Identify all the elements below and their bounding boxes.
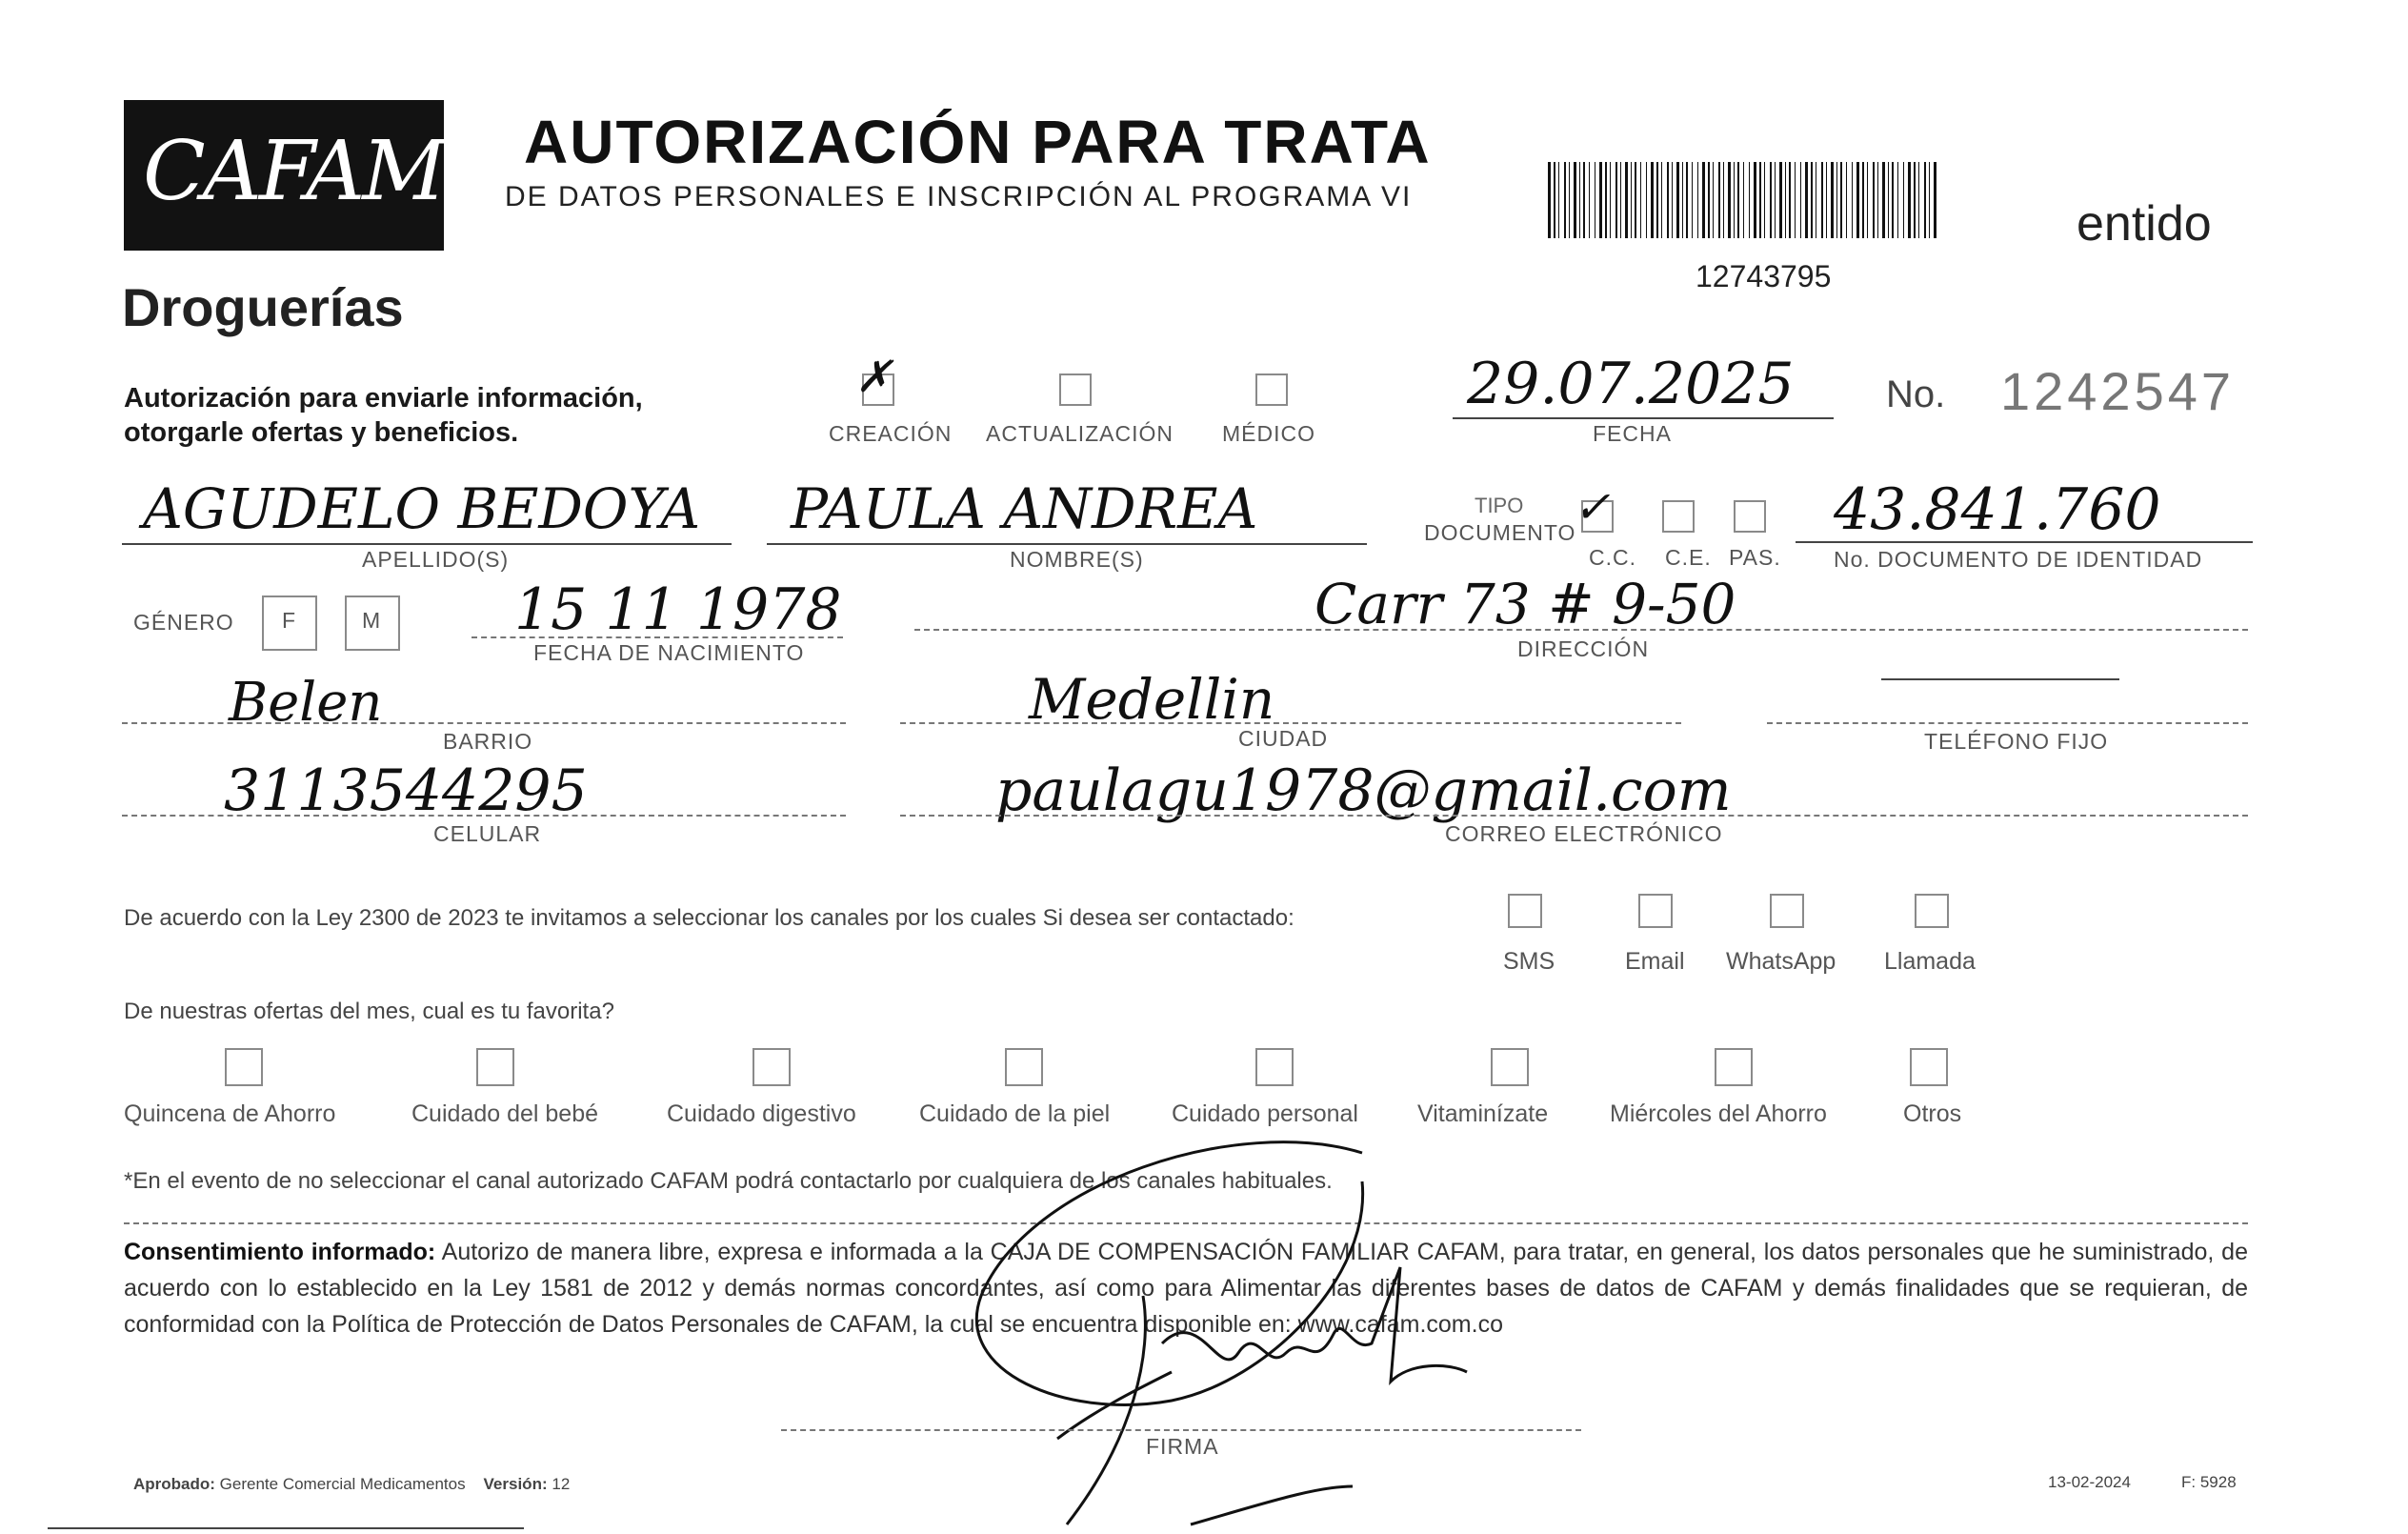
barcode-bar <box>1908 162 1911 238</box>
barcode-bar <box>1759 162 1761 238</box>
barcode-bar <box>1821 162 1823 238</box>
barcode-bar <box>1579 162 1580 238</box>
barcode-bar <box>1583 162 1585 238</box>
barcode <box>1548 162 1938 238</box>
barcode-bar <box>1676 162 1679 238</box>
barcode-bar <box>1625 162 1628 238</box>
barcode-bar <box>1651 162 1654 238</box>
barcode-bar <box>1873 162 1875 238</box>
barcode-bar <box>1713 162 1714 238</box>
barcode-bar <box>1743 162 1744 238</box>
barcode-bar <box>1754 162 1756 238</box>
offer-label-6: Vitaminízate <box>1417 1100 1549 1127</box>
offer-checkbox-1[interactable] <box>225 1048 263 1086</box>
form-subtitle: DE DATOS PERSONALES E INSCRIPCIÓN AL PROGRAMA VI <box>505 181 1413 212</box>
consent-body: Autorizo de manera libre, expresa e informada a la CAJA DE COMPENSACIÓN FAMILIAR CAFAM, para tratar, en general, los datos personales que he suministrado, de acuerdo con lo establecido en la Ley 1581 de 2012 y demás normas concordantes, así como para Alimentar las diferentes bases de datos de CAFAM y demás finalidades que se requieran, de conformidad con la Política de Protección de Datos Personales de CAFAM, la cual se encuentra disponible en: www.cafam.com.co <box>124 1239 2248 1338</box>
barcode-bar <box>1672 162 1673 238</box>
intro-line-1: Autorización para enviarle información, <box>124 383 643 414</box>
whatsapp-label: WhatsApp <box>1726 948 1836 975</box>
celular-value: 3113544295 <box>224 757 588 824</box>
barcode-bar <box>1831 162 1834 238</box>
email-channel-label: Email <box>1625 948 1685 975</box>
barcode-bar <box>1770 162 1772 238</box>
offer-checkbox-8[interactable] <box>1910 1048 1948 1086</box>
barcode-bar <box>1856 162 1859 238</box>
barcode-bar <box>1728 162 1731 238</box>
barcode-bar <box>1702 162 1705 238</box>
barcode-bar <box>1846 162 1847 238</box>
barcode-bar <box>1892 162 1894 238</box>
footer-form-code: F: 5928 <box>2181 1473 2237 1491</box>
nombres-line <box>767 543 1367 545</box>
offer-checkbox-2[interactable] <box>476 1048 514 1086</box>
medico-checkbox[interactable] <box>1255 373 1288 406</box>
fecha-value: 29.07.2025 <box>1467 351 1795 417</box>
barcode-bar <box>1775 162 1776 238</box>
telefono-line <box>1767 722 2248 724</box>
barcode-bar <box>1785 162 1786 238</box>
apellidos-line <box>122 543 732 545</box>
address-value: Carr 73 # 9-50 <box>1314 572 1736 636</box>
offer-checkbox-3[interactable] <box>752 1048 791 1086</box>
intro-line-2: otorgarle ofertas y beneficios. <box>124 417 519 448</box>
barcode-bar <box>1667 162 1669 238</box>
barcode-bar <box>1779 162 1782 238</box>
barcode-bar <box>1605 162 1607 238</box>
barcode-bar <box>1811 162 1813 238</box>
barcode-bar <box>1918 162 1919 238</box>
fecha-line <box>1453 417 1834 419</box>
telefono-label: TELÉFONO FIJO <box>1924 729 2109 754</box>
barcode-bar <box>1840 162 1842 238</box>
barcode-bar <box>1564 162 1566 238</box>
barcode-bar <box>1686 162 1688 238</box>
telefono-stroke <box>1881 678 2119 680</box>
celular-line <box>122 815 846 817</box>
barrio-line <box>122 722 846 724</box>
barcode-bar <box>1718 162 1720 238</box>
barcode-bar <box>1795 162 1796 238</box>
bottom-edge-mark <box>48 1527 524 1529</box>
barcode-bar <box>1697 162 1698 238</box>
barcode-bar <box>1888 162 1889 238</box>
ciudad-line <box>900 722 1681 724</box>
offer-checkbox-7[interactable] <box>1715 1048 1753 1086</box>
celular-label: CELULAR <box>433 821 542 846</box>
approved-value: Gerente Comercial Medicamentos <box>219 1475 466 1493</box>
barcode-bar <box>1620 162 1621 238</box>
email-value: paulagu1978@gmail.com <box>995 757 1732 824</box>
birth-line <box>472 636 843 638</box>
side-text: entido <box>2077 196 2212 252</box>
barcode-bar <box>1610 162 1611 238</box>
ciudad-label: CIUDAD <box>1238 726 1329 751</box>
barcode-bar <box>1805 162 1808 238</box>
signature-drawing <box>953 1124 1562 1534</box>
barcode-bar <box>1558 162 1559 238</box>
brand-subtitle: Droguerías <box>122 277 404 337</box>
channel-note: *En el evento de no seleccionar el canal autorizado CAFAM podrá contactarlo por cualquiera de los canales habituales. <box>124 1168 1333 1194</box>
offer-label-5: Cuidado personal <box>1172 1100 1358 1127</box>
version-label: Versión: <box>483 1475 548 1493</box>
barcode-bar <box>1734 162 1735 238</box>
number-label: No. <box>1886 373 1946 415</box>
barcode-bar <box>1589 162 1590 238</box>
barcode-bar <box>1615 162 1617 238</box>
barcode-bar <box>1877 162 1878 238</box>
offer-checkbox-4[interactable] <box>1005 1048 1043 1086</box>
apellidos-value: AGUDELO BEDOYA <box>143 476 701 541</box>
barcode-bar <box>1800 162 1801 238</box>
offer-label-4: Cuidado de la piel <box>919 1100 1111 1127</box>
offer-label-3: Cuidado digestivo <box>667 1100 856 1127</box>
medico-label: MÉDICO <box>1222 421 1315 446</box>
offers-question: De nuestras ofertas del mes, cual es tu favorita? <box>124 999 614 1024</box>
creacion-check-mark: ✗ <box>855 351 893 402</box>
creacion-label: CREACIÓN <box>829 421 953 446</box>
barcode-bar <box>1661 162 1662 238</box>
offer-checkbox-5[interactable] <box>1255 1048 1294 1086</box>
barcode-bar <box>1836 162 1837 238</box>
form-number: 1242547 <box>2000 361 2236 421</box>
birth-value: 15 11 1978 <box>514 576 842 643</box>
ciudad-value: Medellin <box>1029 667 1275 732</box>
barcode-bar <box>1682 162 1683 238</box>
barcode-bar <box>1903 162 1904 238</box>
llamada-checkbox[interactable] <box>1915 894 1949 928</box>
version-value: 12 <box>552 1475 571 1493</box>
offer-checkbox-6[interactable] <box>1491 1048 1529 1086</box>
barcode-bar <box>1789 162 1791 238</box>
pas-label: PAS. <box>1729 545 1781 570</box>
whatsapp-checkbox[interactable] <box>1770 894 1804 928</box>
nombres-label: NOMBRE(S) <box>1010 547 1144 572</box>
signature-line <box>781 1429 1581 1431</box>
offer-label-1: Quincena de Ahorro <box>124 1100 336 1127</box>
approved-label: Aprobado: <box>133 1475 215 1493</box>
llamada-label: Llamada <box>1884 948 1976 975</box>
email-checkbox[interactable] <box>1638 894 1673 928</box>
barcode-bar <box>1897 162 1898 238</box>
actualizacion-checkbox[interactable] <box>1059 373 1092 406</box>
doc-number-label: No. DOCUMENTO DE IDENTIDAD <box>1834 547 2203 572</box>
barcode-bar <box>1631 162 1632 238</box>
barcode-bar <box>1862 162 1864 238</box>
barcode-bar <box>1708 162 1710 238</box>
barcode-bar <box>1569 162 1570 238</box>
barcode-bar <box>1749 162 1750 238</box>
barcode-bar <box>1737 162 1739 238</box>
actualizacion-label: ACTUALIZACIÓN <box>986 421 1174 446</box>
pas-checkbox[interactable] <box>1734 500 1766 533</box>
barrio-value: Belen <box>229 672 383 734</box>
email-line <box>900 815 2248 817</box>
barcode-bar <box>1867 162 1868 238</box>
logo-text: CAFAM <box>143 124 444 219</box>
barcode-bar <box>1548 162 1551 238</box>
genero-f-label: F <box>282 608 297 633</box>
barcode-bar <box>1882 162 1885 238</box>
signature-label: FIRMA <box>1146 1434 1219 1459</box>
fecha-label: FECHA <box>1593 421 1672 446</box>
cc-label: C.C. <box>1589 545 1636 570</box>
barcode-bar <box>1723 162 1724 238</box>
address-line <box>914 629 2248 631</box>
doc-number-line <box>1796 541 2253 543</box>
barcode-bar <box>1646 162 1647 238</box>
barcode-bar <box>1852 162 1853 238</box>
barcode-bar <box>1934 162 1936 238</box>
intro-text <box>124 381 643 450</box>
barcode-bar <box>1640 162 1641 238</box>
sms-label: SMS <box>1503 948 1555 975</box>
cc-check-mark: ✓ <box>1574 481 1611 533</box>
nombres-value: PAULA ANDREA <box>791 476 1258 541</box>
offer-label-2: Cuidado del bebé <box>411 1100 598 1127</box>
consent-heading: Consentimiento informado: <box>124 1239 436 1265</box>
form-title: AUTORIZACIÓN PARA TRATA <box>524 108 1432 176</box>
barcode-bar <box>1914 162 1916 238</box>
tipo-label: TIPO <box>1475 494 1524 517</box>
birth-label: FECHA DE NACIMIENTO <box>533 640 805 665</box>
offer-label-8: Otros <box>1903 1100 1962 1127</box>
barrio-label: BARRIO <box>443 729 533 754</box>
barcode-bar <box>1574 162 1576 238</box>
sms-checkbox[interactable] <box>1508 894 1542 928</box>
barcode-bar <box>1554 162 1555 238</box>
barcode-bar <box>1924 162 1926 238</box>
barcode-bar <box>1929 162 1930 238</box>
offer-label-7: Miércoles del Ahorro <box>1610 1100 1827 1127</box>
barcode-bar <box>1635 162 1636 238</box>
barcode-bar <box>1656 162 1658 238</box>
channels-question: De acuerdo con la Ley 2300 de 2023 te invitamos a seleccionar los canales por los cuales Si desea ser contactado: <box>124 905 1294 931</box>
email-label: CORREO ELECTRÓNICO <box>1445 821 1723 846</box>
barcode-bar <box>1692 162 1693 238</box>
barcode-bar <box>1826 162 1827 238</box>
apellidos-label: APELLIDO(S) <box>362 547 510 572</box>
barcode-bar <box>1599 162 1602 238</box>
address-label: DIRECCIÓN <box>1517 636 1650 661</box>
ce-checkbox[interactable] <box>1662 500 1695 533</box>
barcode-bar <box>1764 162 1765 238</box>
footer-date: 13-02-2024 <box>2048 1473 2131 1491</box>
ce-label: C.E. <box>1665 545 1712 570</box>
footer-approved <box>133 1475 570 1494</box>
documento-label: DOCUMENTO <box>1424 520 1576 545</box>
genero-label: GÉNERO <box>133 610 234 635</box>
doc-number-value: 43.841.760 <box>1834 476 2161 543</box>
barcode-number: 12743795 <box>1696 259 1832 293</box>
genero-m-label: M <box>362 608 382 633</box>
